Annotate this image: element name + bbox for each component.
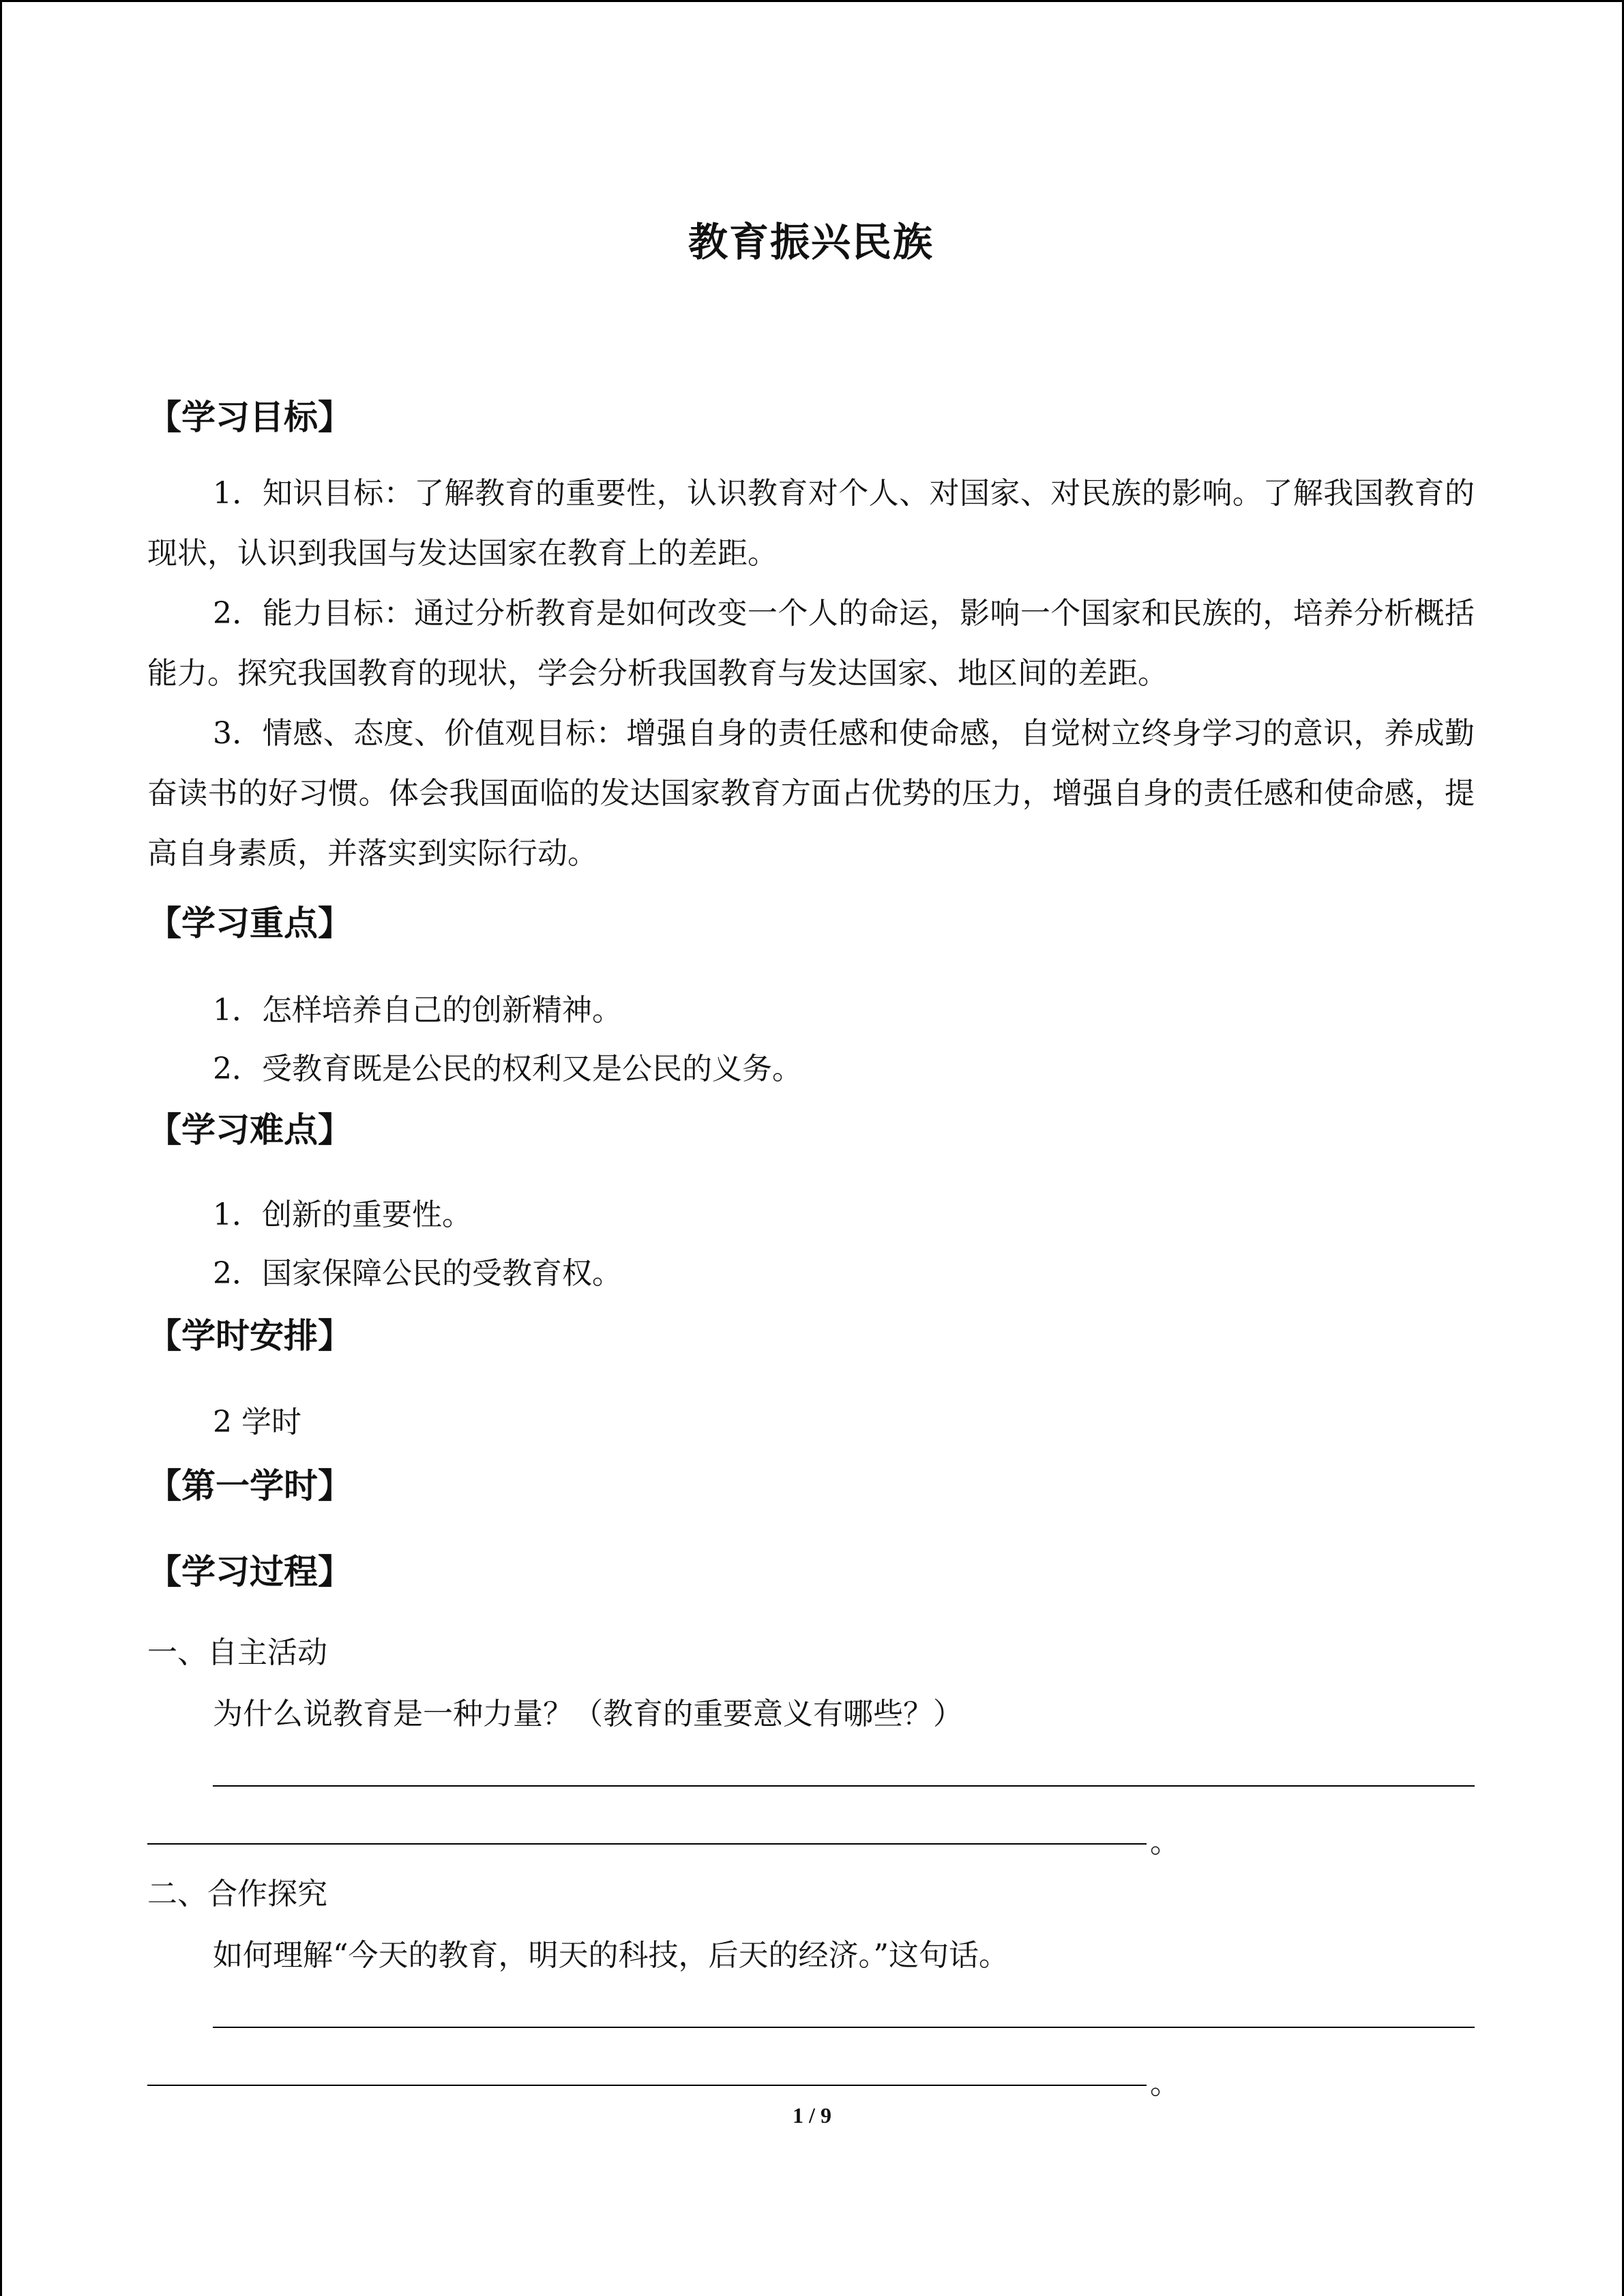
objective-item-3: 3．情感、态度、价值观目标：增强自身的责任感和使命感，自觉树立终身学习的意识，养成勤奋读书的好习惯。体会我国面临的发达国家教育方面占优势的压力，增强自身的责任感和使命感，提高自身素质，并落实到实际行动。: [147, 716, 1475, 871]
difficulty-item-2: 2．国家保障公民的受教育权。: [213, 1256, 622, 1291]
schedule-text: 2 学时: [213, 1405, 301, 1440]
page-indicator: 1 / 9: [793, 2103, 831, 2128]
answer-line-1a[interactable]: [213, 1785, 1475, 1787]
difficulty-item-1: 1．创新的重要性。: [213, 1197, 472, 1232]
heading-process: 【学习过程】: [147, 1552, 352, 1592]
objective-item-1: 1．知识目标：了解教育的重要性，认识教育对个人、对国家、对民族的影响。了解我国教育的现状，认识到我国与发达国家在教育上的差距。: [147, 476, 1475, 571]
key-point-item-2: 2．受教育既是公民的权利又是公民的义务。: [213, 1052, 802, 1086]
heading-schedule: 【学时安排】: [147, 1316, 352, 1356]
answer-line-2a[interactable]: [213, 2027, 1475, 2028]
objective-item-2: 2．能力目标：通过分析教育是如何改变一个人的命运，影响一个国家和民族的，培养分析概括能力。探究我国教育的现状，学会分析我国教育与发达国家、地区间的差距。: [147, 596, 1475, 691]
activity-1-question: 为什么说教育是一种力量？（教育的重要意义有哪些？）: [213, 1697, 963, 1731]
page-title: 教育振兴民族: [688, 219, 934, 265]
activity-2-label: 二、合作探究: [147, 1877, 327, 1911]
answer-line-1b[interactable]: [147, 1843, 1147, 1845]
heading-difficulties: 【学习难点】: [147, 1110, 352, 1150]
answer-line-2b[interactable]: [147, 2085, 1147, 2086]
heading-first-period: 【第一学时】: [147, 1466, 352, 1506]
heading-key-points: 【学习重点】: [147, 904, 352, 943]
activity-2-question: 如何理解“今天的教育，明天的科技，后天的经济。”这句话。: [213, 1938, 1009, 1973]
heading-objectives: 【学习目标】: [147, 398, 352, 437]
activity-1-label: 一、自主活动: [147, 1635, 327, 1670]
answer-end-2: 。: [1150, 2066, 1180, 2101]
key-point-item-1: 1．怎样培养自己的创新精神。: [213, 993, 622, 1028]
answer-end-1: 。: [1150, 1825, 1180, 1860]
